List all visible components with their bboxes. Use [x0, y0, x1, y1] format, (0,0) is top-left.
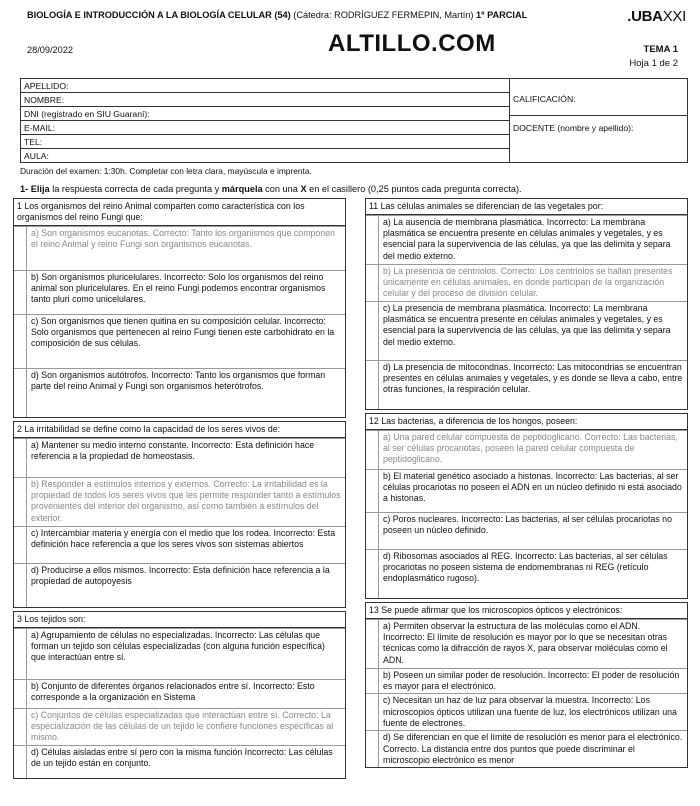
answer-checkbox[interactable] [366, 513, 378, 549]
answer-option [14, 270, 345, 314]
page-indicator: Hoja 1 de 2 [629, 58, 678, 69]
course-name: BIOLOGÍA E INTRODUCCIÓN A LA BIOLOGÍA CELULAR (54) [27, 10, 291, 20]
answer-checkbox[interactable] [366, 550, 378, 598]
answer-checkbox[interactable] [366, 694, 378, 730]
answer-checkbox[interactable] [14, 315, 26, 368]
question-text: 3 Los tejidos son: [14, 612, 345, 628]
answer-checkbox[interactable] [366, 470, 378, 512]
question-block [365, 602, 688, 768]
answer-text: a) La ausencia de membrana plasmática. Incorrecto: La membrana plasmática se encuentra presente en células animales y vegetales, y es esencial para la supervivencia de las células, ya que las delimita y separa del medio externo. [378, 216, 687, 264]
answer-text: c) Intercambiar materia y energía con el medio que los rodea. Incorrecto: Esta definición hace referencia a que los seres vivos son sistemas abiertos [26, 527, 345, 563]
answer-checkbox[interactable] [14, 629, 26, 679]
question-block [13, 421, 346, 608]
answer-checkbox[interactable] [14, 709, 26, 745]
answer-text: c) Necesitan un haz de luz para observar la muestra. Incorrecto: Los microscopios ópticos utilizan una fuente de luz, los electrónicos utilizan una fuente de electrones. [378, 694, 687, 730]
answer-option [14, 314, 345, 368]
answer-text: b) El material genético asociado a histonas. Incorrecto: Las bacterias, al ser células procariotas no poseen el ADN en un núcleo definido ni está asociado a histonas. [378, 470, 687, 512]
answer-checkbox[interactable] [366, 669, 378, 693]
answer-text: b) Responder a estímulos internos y externos. Correcto: La irritabilidad es la propiedad de todos los seres vivos que les permite responder tanto a estímulos provenientes del interior del organismo, así como también a estímulos del exterior. [26, 478, 345, 526]
answer-option [14, 438, 345, 477]
course-header [27, 10, 527, 20]
question-block [13, 198, 346, 418]
brand-title: ALTILLO.COM [328, 30, 496, 57]
answer-text: a) Son organismos eucanotas. Correcto: Tanto los organismos que componen el reino Animal y reino Fungi son organismos eucanotas. [26, 227, 345, 270]
answer-text: b) Poseen un similar poder de resolución. Incorrecto: El poder de resolución es mayor para el electrónico. [378, 669, 687, 693]
questions-left-column [13, 198, 346, 782]
answer-checkbox[interactable] [366, 620, 378, 668]
answer-option [366, 619, 687, 668]
answer-checkbox[interactable] [14, 227, 26, 270]
answer-option [366, 549, 687, 598]
answer-option [366, 693, 687, 730]
answer-text: a) Permiten observar la estructura de las moléculas como el ADN. Incorrecto: El límite de resolución es mayor por lo que se necesitan otras técnicas como la difracción de rayos X, para observar moléculas como el ADN. [378, 620, 687, 668]
exam-date: 28/09/2022 [27, 45, 73, 55]
question-text: 1 Los organismos del reino Animal comparten como característica con los organismos del reino Fungi que: [14, 199, 345, 226]
exam-duration-note: Duración del examen: 1:30h. Completar con letra clara, mayúscula e imprenta. [20, 166, 312, 176]
answer-text: d) Células aisladas entre sí pero con la misma función Incorrecto: Las células de un tejido están en conjunto. [26, 746, 345, 778]
answer-option [366, 215, 687, 264]
student-fields [21, 79, 510, 162]
answer-checkbox[interactable] [366, 302, 378, 360]
answer-text: b) Conjunto de diferentes órganos relacionados entre sí. Incorrecto: Esto corresponde a la organización en Sistema [26, 680, 345, 708]
question-text: 11 Las células animales se diferencian de las vegetales por: [366, 199, 687, 215]
answer-text: c) Son organismos que tienen quitina en su composición celular. Incorrecto: Solo organismos que pertenecen al reino Fungi tienen este carbohidrato en la composición de sus células. [26, 315, 345, 368]
question-text: 2 La irritabilidad se define como la capacidad de los seres vivos de: [14, 422, 345, 438]
answer-option [14, 563, 345, 607]
question-block [13, 611, 346, 779]
answer-checkbox[interactable] [366, 361, 378, 409]
answer-option [366, 668, 687, 693]
calificacion-label: CALIFICACIÓN: [513, 94, 576, 104]
answer-checkbox[interactable] [14, 271, 26, 314]
questions-right-column [365, 198, 688, 771]
answer-text: a) Una pared celular compuesta de peptidoglicano. Correcto: Las bacterias, al ser células procariotas, poseen la pared celular compuesta de peptidoglicano. [378, 431, 687, 469]
answer-checkbox[interactable] [14, 564, 26, 607]
answer-checkbox[interactable] [14, 478, 26, 526]
answer-option [366, 301, 687, 360]
answer-text: c) Conjuntos de células especializadas que interactúan entre sí. Correcto: La especialización de las células de un tejido le confiere funciones específicas al mismo. [26, 709, 345, 745]
answer-option [14, 679, 345, 708]
catedra: (Cátedra: RODRÍGUEZ FERMEPIN, Martín) [293, 10, 474, 20]
docente-label: DOCENTE (nombre y apellido): [513, 123, 634, 133]
answer-text: c) Poros nucleares. Incorrecto: Las bacterias, al ser células procariotas no poseen un núcleo definido. [378, 513, 687, 549]
answer-text: b) La presencia de centriolos. Correcto: Los centriolos se hallan presentes únicamente en células animales, en donde participan de la organización celular y del proceso de división celular. [378, 265, 687, 301]
answer-text: d) La presencia de mitocondrias. Incorrecto: Las mitocondrias se encuentran presentes en células animales y vegetales, y es donde se lleva a cabo, entre otras funciones, la respiración celular. [378, 361, 687, 409]
answer-option [14, 745, 345, 778]
question-text: 13 Se puede afirmar que los microscopios ópticos y electrónicos: [366, 603, 687, 619]
answer-option [14, 368, 345, 417]
answer-text: d) Son organismos autótrofos. Incorrecto: Tanto los organismos que forman parte del reino Animal y Fungi son organismos heterótrofos. [26, 369, 345, 417]
answer-text: d) Producirse a ellos mismos. Incorrecto: Esta definición hace referencia a la propiedad de autopoyesis [26, 564, 345, 607]
answer-checkbox[interactable] [14, 746, 26, 778]
student-field[interactable]: TEL: [21, 135, 509, 149]
question-text: 12 Las bacterias, a diferencia de los hongos, poseen: [366, 414, 687, 430]
question-block [365, 413, 688, 599]
answer-option [14, 526, 345, 563]
student-info-box [20, 78, 688, 163]
student-field[interactable]: E-MAIL: [21, 121, 509, 135]
answer-text: a) Agrupamiento de células no especializadas. Incorrecto: Las células que forman un tejido son células especializadas (con alguna función específica) que interactúan entre sí. [26, 629, 345, 679]
answer-checkbox[interactable] [366, 216, 378, 264]
section-instruction: 1- Elija la respuesta correcta de cada pregunta y márquela con una X en el casillero (0,25 puntos cada pregunta correcta). [20, 184, 522, 194]
answer-option [366, 469, 687, 512]
answer-option [366, 360, 687, 409]
answer-checkbox[interactable] [14, 527, 26, 563]
answer-text: b) Son organismos pluricelulares. Incorrecto: Solo los organismos del reino animal son pluricelulares. En el reino Fungi podemos encontrar organismos tanto pluri como unicelulares. [26, 271, 345, 314]
answer-option [366, 512, 687, 549]
student-field[interactable]: DNI (registrado en SIU Guaraní): [21, 107, 509, 121]
answer-option [14, 226, 345, 270]
answer-checkbox[interactable] [14, 680, 26, 708]
student-field[interactable]: NOMBRE: [21, 93, 509, 107]
answer-option [366, 264, 687, 301]
answer-text: a) Mantener su medio interno constante. Incorrecto: Esta definición hace referencia a la propiedad de homeostasis. [26, 439, 345, 477]
student-field[interactable]: APELLIDO: [21, 79, 509, 93]
grading-fields [509, 79, 687, 162]
answer-text: c) La presencia de membrana plasmática. Incorrecto: La membrana plasmática se encuentra presente en células animales y vegetales, y es esencial para la supervivencia de las células, ya que las delimita y separa del medio externo. [378, 302, 687, 360]
answer-text: d) Se diferencian en que el límite de resolución es menor para el electrónico. Correcto. La distancia entre dos puntos que puede discriminar el microscopio electrónico es menor [378, 731, 687, 767]
answer-option [366, 730, 687, 767]
answer-option [366, 430, 687, 469]
student-field[interactable]: AULA: [24, 151, 49, 161]
answer-option [14, 708, 345, 745]
answer-option [14, 477, 345, 526]
answer-checkbox[interactable] [366, 731, 378, 767]
answer-text: d) Ribosomas asociados al REG. Incorrecto: Las bacterias, al ser células procariotas no poseen sistema de endomembranas ni REG (retículo endoplasmático rugoso). [378, 550, 687, 598]
answer-checkbox[interactable] [366, 265, 378, 301]
tema-label: TEMA 1 [643, 44, 678, 55]
answer-option [14, 628, 345, 679]
question-block [365, 198, 688, 410]
parcial-label: 1º PARCIAL [476, 10, 528, 20]
answer-checkbox[interactable] [14, 369, 26, 417]
answer-checkbox[interactable] [366, 431, 378, 469]
uba-logo: .UBAXXI [627, 8, 686, 25]
answer-checkbox[interactable] [14, 439, 26, 477]
